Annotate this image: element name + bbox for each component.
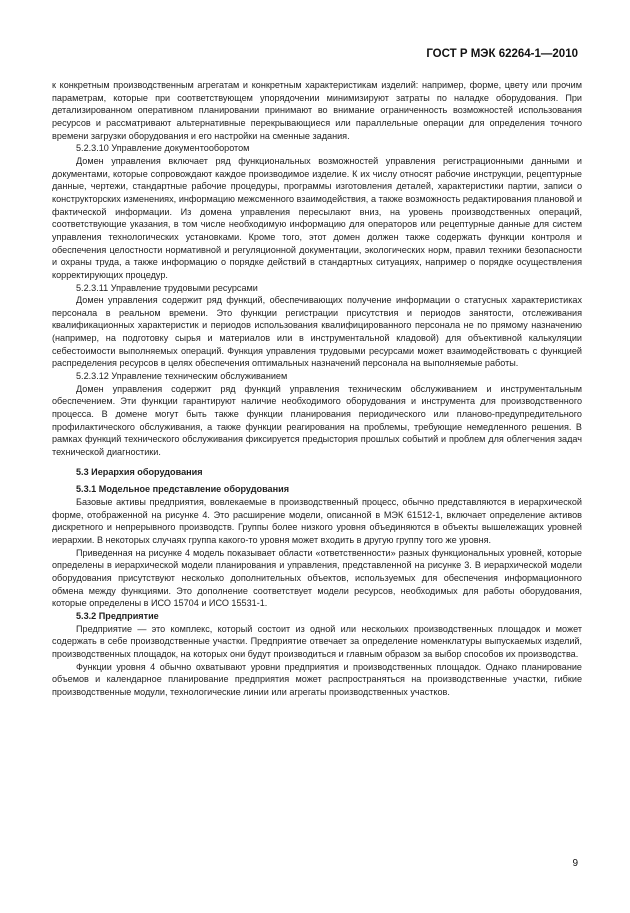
section-5-3-heading: 5.3 Иерархия оборудования bbox=[76, 466, 203, 477]
subsection-5-2-3-10-title: 5.2.3.10 Управление документооборотом bbox=[76, 143, 250, 154]
subsection-5-2-3-12-title: 5.2.3.12 Управление техническим обслуживанием bbox=[76, 371, 288, 382]
paragraph-enterprise: Предприятие — это комплекс, который состоит из одной или нескольких производственных площадок и может содержать в себе производственные участки. Предприятие отвечает за определение номенклатуры выпускаемых изделий, производственных площадок, на которых они будут производиться и главным образом за выбор способов их производства. bbox=[52, 623, 582, 659]
paragraph-equipment-model: Базовые активы предприятия, вовлекаемые в производственный процесс, обычно представляются в иерархической форме, отображенной на рисунке 4. Это расширение модели, описанной в МЭК 61512-1, включает определение активов дискретного и непрерывного производств. Группы более низкого уровня объединяются в объекты вышележащих уровней иерархии. В некоторых случаях группа какого-то уровня может входить в другую группу того же уровня. bbox=[52, 497, 582, 545]
page-number: 9 bbox=[572, 858, 578, 869]
paragraph-responsibility-areas: Приведенная на рисунке 4 модель показывает области «ответственности» разных функциональных уровней, которые определены в иерархической модели планирования и управления, представленной на рисунке 3. В иерархической модели оборудования присутствуют несколько дополнительных объектов, используемых для обеспечения информационного обмена между функциями. Это дополнение соответствует модели ресурсов, необходимых для работы оборудования, которые определены в ИСО 15704 и ИСО 15531-1. bbox=[52, 547, 582, 609]
page-body bbox=[52, 79, 582, 699]
paragraph-continuation: к конкретным производственным агрегатам и конкретным характеристикам изделий: например, форме, цвету или прочим параметрам, которые при соответствующем упорядочении минимизируют затраты по наладке оборудования. При детализированном оперативном планировании принимают во внимание ограниченность возможностей использования ресурсов и рассматривают альтернативные перекрывающиеся или параллельные операции для определения точного времени загрузки оборудования и его настройки на сменные задания. bbox=[52, 80, 582, 141]
section-5-3-1-heading: 5.3.1 Модельное представление оборудования bbox=[76, 484, 290, 495]
paragraph-labor-management: Домен управления содержит ряд функций, обеспечивающих получение информации о статусных характеристиках персонала в реальном времени. Это функции регистрации присутствия и периодов занятости, отслеживания квалификационных характеристик и периодов использования квалифицированного персонала не по прямому назначению (например, на подготовку сырья и материалов или в инструментальной кладовой) для объективной калькуляции себестоимости выполняемых операций. Функция управления трудовыми ресурсами может взаимодействовать с функцией распределения ресурсов в целях обеспечения оптимальных назначений персонала на выполняемые работы. bbox=[52, 295, 582, 369]
paragraph-document-management: Домен управления включает ряд функциональных возможностей управления регистрационными данными и документами, которые сопровождают каждое производимое изделие. К их числу относят рабочие инструкции, рецептурные данные, чертежи, стандартные рабочие процедуры, программы изготовления деталей, характеристики партии, записи о конструкторских изменениях, информацию межсменного взаимодействия, а также возможность редактирования плановой и фактической информации. Из домена управления пересылают вниз, на уровень производственных операций, соответствующие указания, в том числе необходимую информацию для операторов или рецептурные данные для систем управления технологических установками. Кроме того, этот домен должен также содержать функции контроля и обеспечения целостности нормативной и регуляционной документации, экологических норм, правил техники безопасности и охраны труда, а также информацию о порядке действий в стандартных ситуациях, например о порядке осуществления корректирующих процедур. bbox=[52, 155, 582, 280]
subsection-5-2-3-11-title: 5.2.3.11 Управление трудовыми ресурсами bbox=[76, 282, 258, 293]
paragraph-maintenance-management: Домен управления содержит ряд функций управления техническим обслуживанием и инструментальным обеспечением. Эти функции гарантируют наличие необходимого оборудования и инструмента для производственного процесса. В домене могут быть также функции планирования периодического или планово-предупредительного профилактического обслуживания, а также функции реагирования на проблемы, требующие немедленного решения. В рамках функций технического обслуживания фиксируется предыстория прошлых событий и проблем для облегчения задач технической диагностики. bbox=[52, 383, 582, 458]
paragraph-level-4-functions: Функции уровня 4 обычно охватывают уровни предприятия и производственных площадок. Однако планирование объемов и календарное планирование предприятия может распространяться на производственные участки, гибкие производственные модули, технологические линии или агрегаты производственных участков. bbox=[52, 661, 582, 697]
section-5-3-2-heading: 5.3.2 Предприятие bbox=[76, 610, 159, 621]
standard-designation: ГОСТ Р МЭК 62264-1—2010 bbox=[426, 48, 578, 60]
